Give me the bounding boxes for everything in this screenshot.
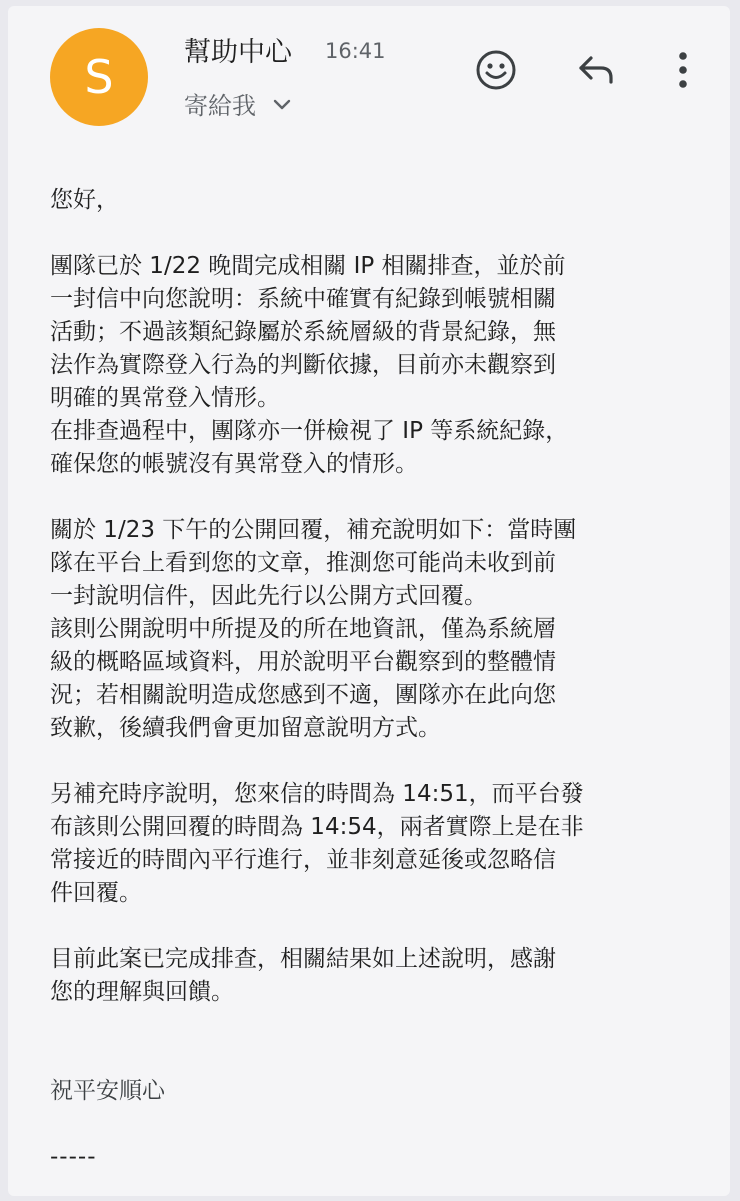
more-options-button[interactable] [657, 46, 709, 98]
text-line: 明確的異常登入情形。 [50, 385, 280, 411]
signature-separator: ----- [50, 1144, 97, 1170]
text-line: 級的概略區域資料，用於說明平台觀察到的整體情 [50, 649, 556, 675]
email-body [50, 184, 710, 1196]
sender-name: 幫助中心 [184, 37, 292, 68]
recipient-label: 寄給我 [184, 92, 256, 120]
text-line: 常接近的時間內平行進行，並非刻意延後或忽略信 [50, 847, 556, 873]
text-line: 致歉，後續我們會更加留意說明方式。 [50, 715, 441, 741]
text-line: 關於 1/23 下午的公開回覆，補充說明如下：當時團 [50, 517, 577, 543]
text-line: 一封信中向您說明：系統中確實有紀錄到帳號相關 [50, 286, 556, 312]
text-line: 您的理解與回饋。 [50, 979, 234, 1005]
greeting: 您好， [50, 187, 119, 213]
text-line: 法作為實際登入行為的判斷依據，目前亦未觀察到 [50, 352, 556, 378]
paragraph-3 [50, 778, 710, 910]
sender-avatar[interactable] [50, 28, 148, 126]
text-line: 件回覆。 [50, 880, 142, 906]
paragraph-2 [50, 514, 710, 745]
text-line: 一封說明信件，因此先行以公開方式回覆。 [50, 583, 487, 609]
text-line: 確保您的帳號沒有異常登入的情形。 [50, 451, 418, 477]
text-line: 目前此案已完成排查，相關結果如上述說明，感謝 [50, 946, 556, 972]
email-card [8, 6, 730, 1196]
emoji-reaction-button[interactable] [470, 46, 522, 98]
avatar-letter: S [84, 50, 114, 104]
email-time: 16:41 [325, 39, 386, 63]
text-line: 活動；不過該類紀錄屬於系統層級的背景紀錄，無 [50, 319, 556, 345]
closing-text: 祝平安順心 [50, 1078, 165, 1104]
paragraph-4 [50, 943, 710, 1009]
reply-button[interactable] [570, 46, 622, 98]
text-line: 況；若相關說明造成您感到不適，團隊亦在此向您 [50, 682, 556, 708]
recipient-toggle[interactable] [184, 86, 292, 121]
chevron-down-icon [272, 90, 292, 118]
text-line: 該則公開說明中所提及的所在地資訊，僅為系統層 [50, 616, 556, 642]
more-vertical-icon [677, 50, 689, 94]
text-line: 團隊已於 1/22 晚間完成相關 IP 相關排查，並於前 [50, 253, 566, 279]
paragraph-1 [50, 250, 710, 481]
text-line: 在排查過程中，團隊亦一併檢視了 IP 等系統紀錄， [50, 418, 569, 444]
text-line: 布該則公開回覆的時間為 14:54，兩者實際上是在非 [50, 814, 584, 840]
smiley-icon [474, 48, 518, 96]
text-line: 隊在平台上看到您的文章，推測您可能尚未收到前 [50, 550, 556, 576]
reply-icon [575, 52, 617, 92]
text-line: 另補充時序說明，您來信的時間為 14:51，而平台發 [50, 781, 584, 807]
